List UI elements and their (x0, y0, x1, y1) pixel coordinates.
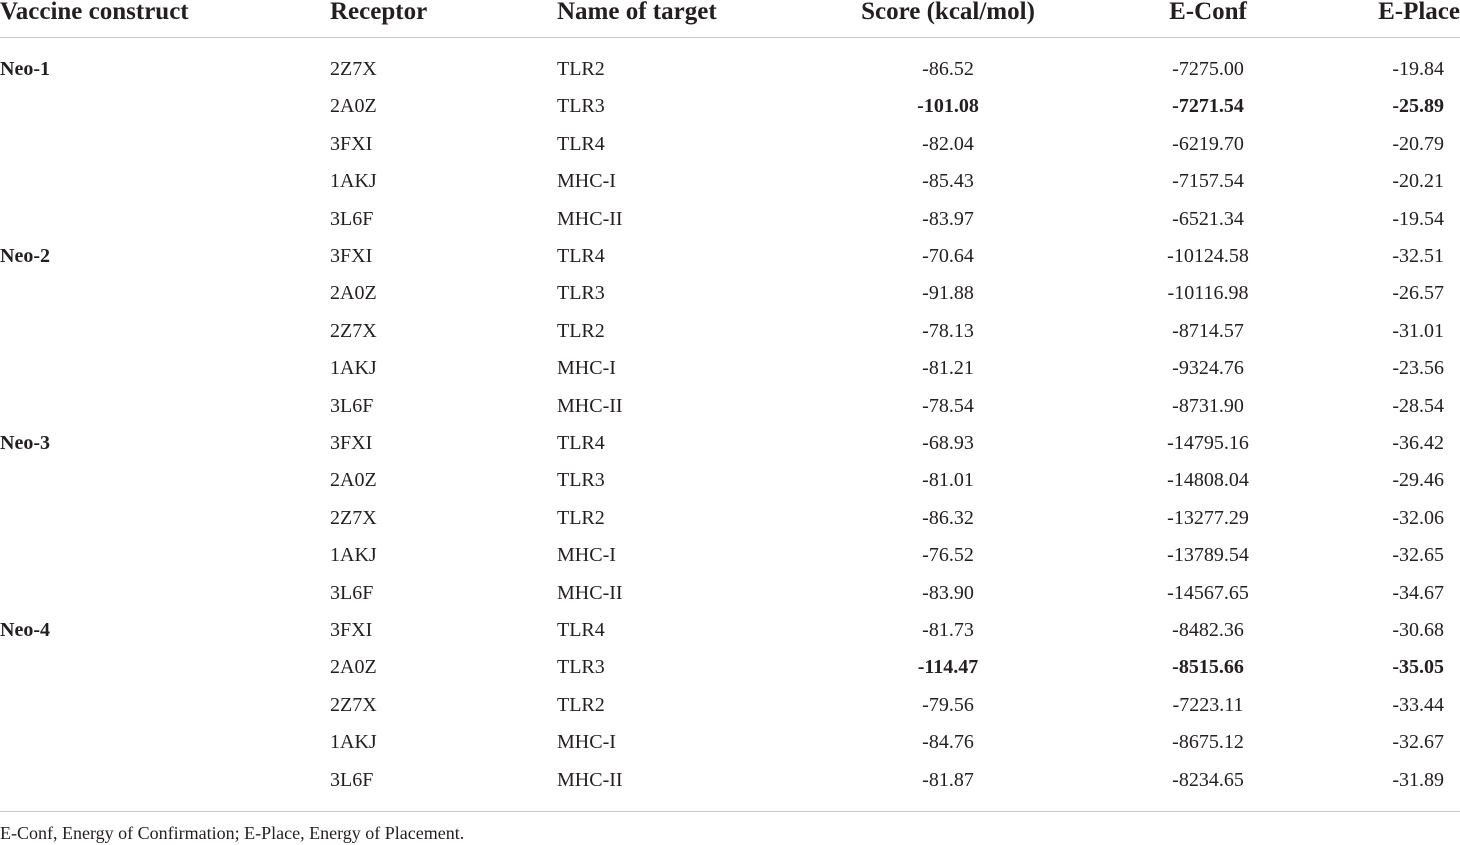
table-row (0, 506, 1460, 543)
cell-score: -68.93 (922, 432, 974, 454)
cell-target-name: TLR3 (557, 95, 605, 118)
cell-target-name: TLR4 (557, 432, 605, 454)
cell-score: -81.21 (922, 357, 974, 380)
cell-receptor: 2A0Z (330, 469, 377, 492)
cell-e-conf: -8234.65 (1172, 768, 1244, 791)
cell-target-name: MHC-I (557, 170, 616, 193)
cell-e-place: -31.89 (1392, 768, 1444, 791)
table-row (0, 693, 1460, 730)
table-row (0, 94, 1460, 131)
cell-e-place: -31.01 (1392, 319, 1444, 342)
table-row (0, 356, 1460, 393)
cell-receptor: 3L6F (330, 768, 374, 791)
cell-receptor: 3FXI (330, 619, 373, 641)
cell-receptor: 2A0Z (330, 282, 377, 305)
cell-receptor: 3FXI (330, 132, 373, 155)
cell-score: -84.76 (922, 731, 974, 754)
table-row (0, 768, 1460, 805)
cell-e-conf: -8675.12 (1172, 731, 1244, 754)
cell-e-conf: -8731.90 (1172, 394, 1244, 417)
cell-score: -83.90 (922, 581, 974, 604)
cell-score: -78.13 (922, 319, 974, 342)
cell-e-conf: -14808.04 (1167, 469, 1249, 492)
table-row (0, 618, 1460, 655)
cell-receptor: 1AKJ (330, 544, 377, 567)
cell-target-name: MHC-I (557, 731, 616, 754)
table-row (0, 57, 1460, 94)
cell-e-conf: -6219.70 (1172, 132, 1244, 155)
cell-receptor: 3L6F (330, 394, 374, 417)
cell-score: -81.87 (922, 768, 974, 791)
table-row (0, 581, 1460, 618)
table-row (0, 244, 1460, 281)
table-body (0, 38, 1460, 812)
cell-score: -76.52 (922, 544, 974, 567)
cell-receptor: 3FXI (330, 432, 373, 454)
cell-e-conf: -9324.76 (1172, 357, 1244, 380)
table-row (0, 655, 1460, 692)
cell-target-name: TLR3 (557, 469, 605, 492)
cell-score: -86.52 (922, 58, 974, 80)
cell-e-conf: -10124.58 (1167, 245, 1249, 267)
cell-e-place: -36.42 (1392, 432, 1444, 454)
cell-e-conf: -14795.16 (1167, 432, 1249, 454)
cell-e-place: -25.89 (1392, 95, 1444, 118)
cell-receptor: 3FXI (330, 245, 373, 267)
cell-target-name: TLR2 (557, 506, 605, 529)
cell-target-name: TLR2 (557, 319, 605, 342)
cell-score: -82.04 (922, 132, 974, 155)
cell-target-name: MHC-II (557, 207, 623, 230)
table-row (0, 169, 1460, 206)
cell-e-place: -32.06 (1392, 506, 1444, 529)
cell-receptor: 1AKJ (330, 170, 377, 193)
cell-e-place: -35.05 (1392, 656, 1444, 679)
cell-receptor: 2Z7X (330, 319, 377, 342)
cell-receptor: 1AKJ (330, 357, 377, 380)
cell-e-conf: -7271.54 (1172, 95, 1244, 118)
cell-e-conf: -7157.54 (1172, 170, 1244, 193)
cell-vaccine-construct: Neo-2 (0, 245, 50, 267)
cell-e-conf: -6521.34 (1172, 207, 1244, 230)
cell-score: -79.56 (922, 693, 974, 716)
cell-score: -81.73 (922, 619, 974, 641)
cell-score: -81.01 (922, 469, 974, 492)
table-footnote: E-Conf, Energy of Confirmation; E-Place, Energy of Placement. (0, 823, 465, 843)
cell-score: -101.08 (917, 95, 979, 118)
cell-e-place: -30.68 (1392, 619, 1444, 641)
cell-e-place: -19.84 (1392, 58, 1444, 80)
cell-score: -70.64 (922, 245, 974, 267)
table-row (0, 543, 1460, 580)
cell-target-name: TLR4 (557, 245, 605, 267)
cell-score: -91.88 (922, 282, 974, 305)
cell-target-name: MHC-I (557, 544, 616, 567)
table-row (0, 468, 1460, 505)
cell-target-name: MHC-I (557, 357, 616, 380)
cell-e-conf: -13277.29 (1167, 506, 1249, 529)
cell-target-name: MHC-II (557, 768, 623, 791)
cell-receptor: 3L6F (330, 207, 374, 230)
cell-e-place: -23.56 (1392, 357, 1444, 380)
cell-e-place: -32.67 (1392, 731, 1444, 754)
cell-e-place: -32.51 (1392, 245, 1444, 267)
cell-target-name: TLR3 (557, 656, 605, 679)
cell-target-name: TLR2 (557, 58, 605, 80)
header-name-of-target: Name of target (557, 0, 717, 25)
table-row (0, 319, 1460, 356)
header-score: Score (kcal/mol) (861, 0, 1035, 25)
cell-e-conf: -8482.36 (1172, 619, 1244, 641)
cell-receptor: 2A0Z (330, 656, 377, 679)
cell-target-name: TLR2 (557, 693, 605, 716)
cell-score: -86.32 (922, 506, 974, 529)
cell-receptor: 3L6F (330, 581, 374, 604)
cell-e-conf: -8714.57 (1172, 319, 1244, 342)
cell-e-conf: -7223.11 (1172, 693, 1244, 716)
cell-e-place: -20.21 (1392, 170, 1444, 193)
cell-e-place: -32.65 (1392, 544, 1444, 567)
header-e-place: E-Place (1378, 0, 1460, 25)
table-header (0, 0, 1460, 38)
table-row (0, 207, 1460, 244)
cell-e-conf: -8515.66 (1172, 656, 1244, 679)
cell-receptor: 1AKJ (330, 731, 377, 754)
cell-vaccine-construct: Neo-3 (0, 432, 50, 454)
cell-target-name: MHC-II (557, 581, 623, 604)
cell-target-name: TLR3 (557, 282, 605, 305)
table-row (0, 132, 1460, 169)
cell-e-conf: -14567.65 (1167, 581, 1249, 604)
cell-e-place: -20.79 (1392, 132, 1444, 155)
cell-receptor: 2Z7X (330, 506, 377, 529)
cell-target-name: TLR4 (557, 132, 605, 155)
cell-e-place: -28.54 (1392, 394, 1444, 417)
header-e-conf: E-Conf (1169, 0, 1247, 25)
cell-vaccine-construct: Neo-1 (0, 58, 50, 80)
cell-score: -85.43 (922, 170, 974, 193)
cell-e-conf: -7275.00 (1172, 58, 1244, 80)
cell-e-place: -26.57 (1392, 282, 1444, 305)
table-row (0, 394, 1460, 431)
cell-target-name: TLR4 (557, 619, 605, 641)
cell-e-conf: -10116.98 (1167, 282, 1249, 305)
table-row (0, 281, 1460, 318)
header-vaccine-construct: Vaccine construct (0, 0, 189, 25)
cell-e-place: -33.44 (1392, 693, 1444, 716)
cell-target-name: MHC-II (557, 394, 623, 417)
table-row (0, 730, 1460, 767)
cell-e-conf: -13789.54 (1167, 544, 1249, 567)
cell-vaccine-construct: Neo-4 (0, 619, 50, 641)
cell-e-place: -29.46 (1392, 469, 1444, 492)
cell-receptor: 2A0Z (330, 95, 377, 118)
cell-score: -83.97 (922, 207, 974, 230)
table-row (0, 431, 1460, 468)
cell-score: -78.54 (922, 394, 974, 417)
cell-score: -114.47 (917, 656, 979, 679)
cell-receptor: 2Z7X (330, 58, 377, 80)
cell-e-place: -34.67 (1392, 581, 1444, 604)
cell-receptor: 2Z7X (330, 693, 377, 716)
header-receptor: Receptor (330, 0, 428, 25)
cell-e-place: -19.54 (1392, 207, 1444, 230)
